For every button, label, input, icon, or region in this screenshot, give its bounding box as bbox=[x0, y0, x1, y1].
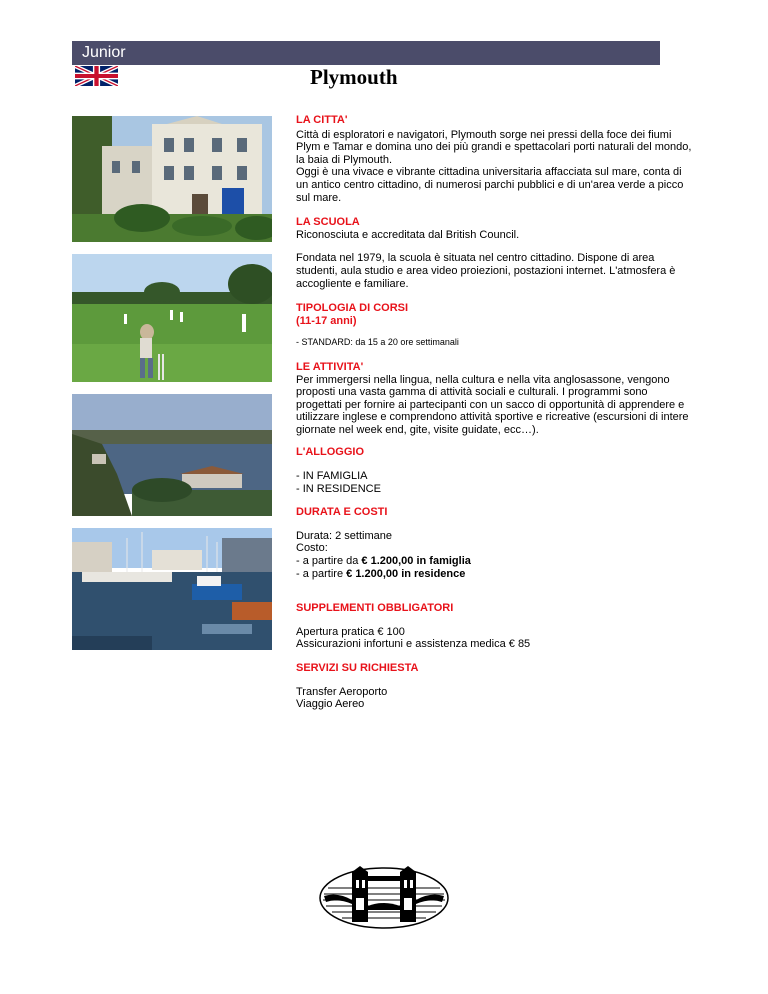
servizi-item-1: Transfer Aeroporto bbox=[296, 685, 388, 698]
supplementi-item-2: Assicurazioni infortuni e assistenza medica € 85 bbox=[296, 638, 531, 651]
section-title-citta: LA CITTA' bbox=[296, 114, 348, 126]
costo-label: Costo: bbox=[296, 542, 328, 555]
section-title-servizi: SERVIZI SU RICHIESTA bbox=[296, 662, 419, 674]
alloggio-item-2: - IN RESIDENCE bbox=[296, 482, 381, 495]
header-label: Junior bbox=[82, 44, 126, 61]
page-title: Plymouth bbox=[310, 65, 398, 89]
scuola-paragraph-2: Fondata nel 1979, la scuola è situata nel centro cittadino. Dispone di area studenti, aula studio e area video proiezioni, postazioni internet. L'atmosfera è accogliente e familiare. bbox=[296, 252, 676, 290]
section-subtitle-corsi: (11-17 anni) bbox=[296, 314, 357, 327]
section-title-supplementi: SUPPLEMENTI OBBLIGATORI bbox=[296, 602, 454, 615]
supplementi-item-1: Apertura pratica € 100 bbox=[296, 625, 405, 638]
costo-residence: - a partire € 1.200,00 in residence bbox=[296, 567, 466, 580]
section-title-scuola: LA SCUOLA bbox=[296, 216, 360, 229]
harbour-boats-photo bbox=[72, 528, 272, 650]
section-title-corsi: TIPOLOGIA DI CORSI bbox=[296, 302, 409, 315]
citta-paragraph-2: Oggi è una vivace e vibrante cittadina universitaria affacciata sul mare, conta di un antico centro cittadino, di numerosi parchi pubblici e di un'area verde a picco sul mare. bbox=[296, 166, 684, 204]
scuola-paragraph-1: Riconosciuta e accreditata dal British Council. bbox=[296, 228, 520, 241]
bay-view-photo bbox=[72, 394, 272, 516]
school-building-photo bbox=[72, 116, 272, 242]
content-column bbox=[296, 114, 696, 711]
cricket-field-photo bbox=[72, 254, 272, 382]
section-title-durata: DURATA E COSTI bbox=[296, 506, 388, 519]
corsi-item: - STANDARD: da 15 a 20 ore settimanali bbox=[296, 337, 459, 348]
durata-text: Durata: 2 settimane bbox=[296, 529, 392, 542]
tower-bridge-logo bbox=[318, 866, 450, 930]
uk-flag-icon bbox=[75, 66, 118, 86]
header-bar bbox=[72, 41, 660, 65]
costo-famiglia: - a partire da € 1.200,00 in famiglia bbox=[296, 555, 471, 568]
section-title-attivita: LE ATTIVITA' bbox=[296, 360, 364, 373]
servizi-item-2: Viaggio Aereo bbox=[296, 698, 365, 711]
attivita-paragraph: Per immergersi nella lingua, nella cultura e nella vita anglosassone, vengono proposti una vasta gamma di attività sociali e culturali. I programmi sono progettati per fornire ai partecipanti con un sacco di opportunità di apprendere e utilizzare inglese e comprendono attività sportive e ricreative (escursioni di intere giornate nel week end, gite, visite guidate, ecc…). bbox=[296, 373, 689, 436]
alloggio-item-1: - IN FAMIGLIA bbox=[296, 470, 368, 483]
section-title-alloggio: L'ALLOGGIO bbox=[296, 446, 364, 459]
citta-paragraph-1: Città di esploratori e navigatori, Plymouth sorge nei pressi della foce dei fiumi Plym e Tamar e domina uno dei più grandi e spettacolari porti naturali del mondo, la baia di Plymouth. bbox=[296, 128, 692, 166]
